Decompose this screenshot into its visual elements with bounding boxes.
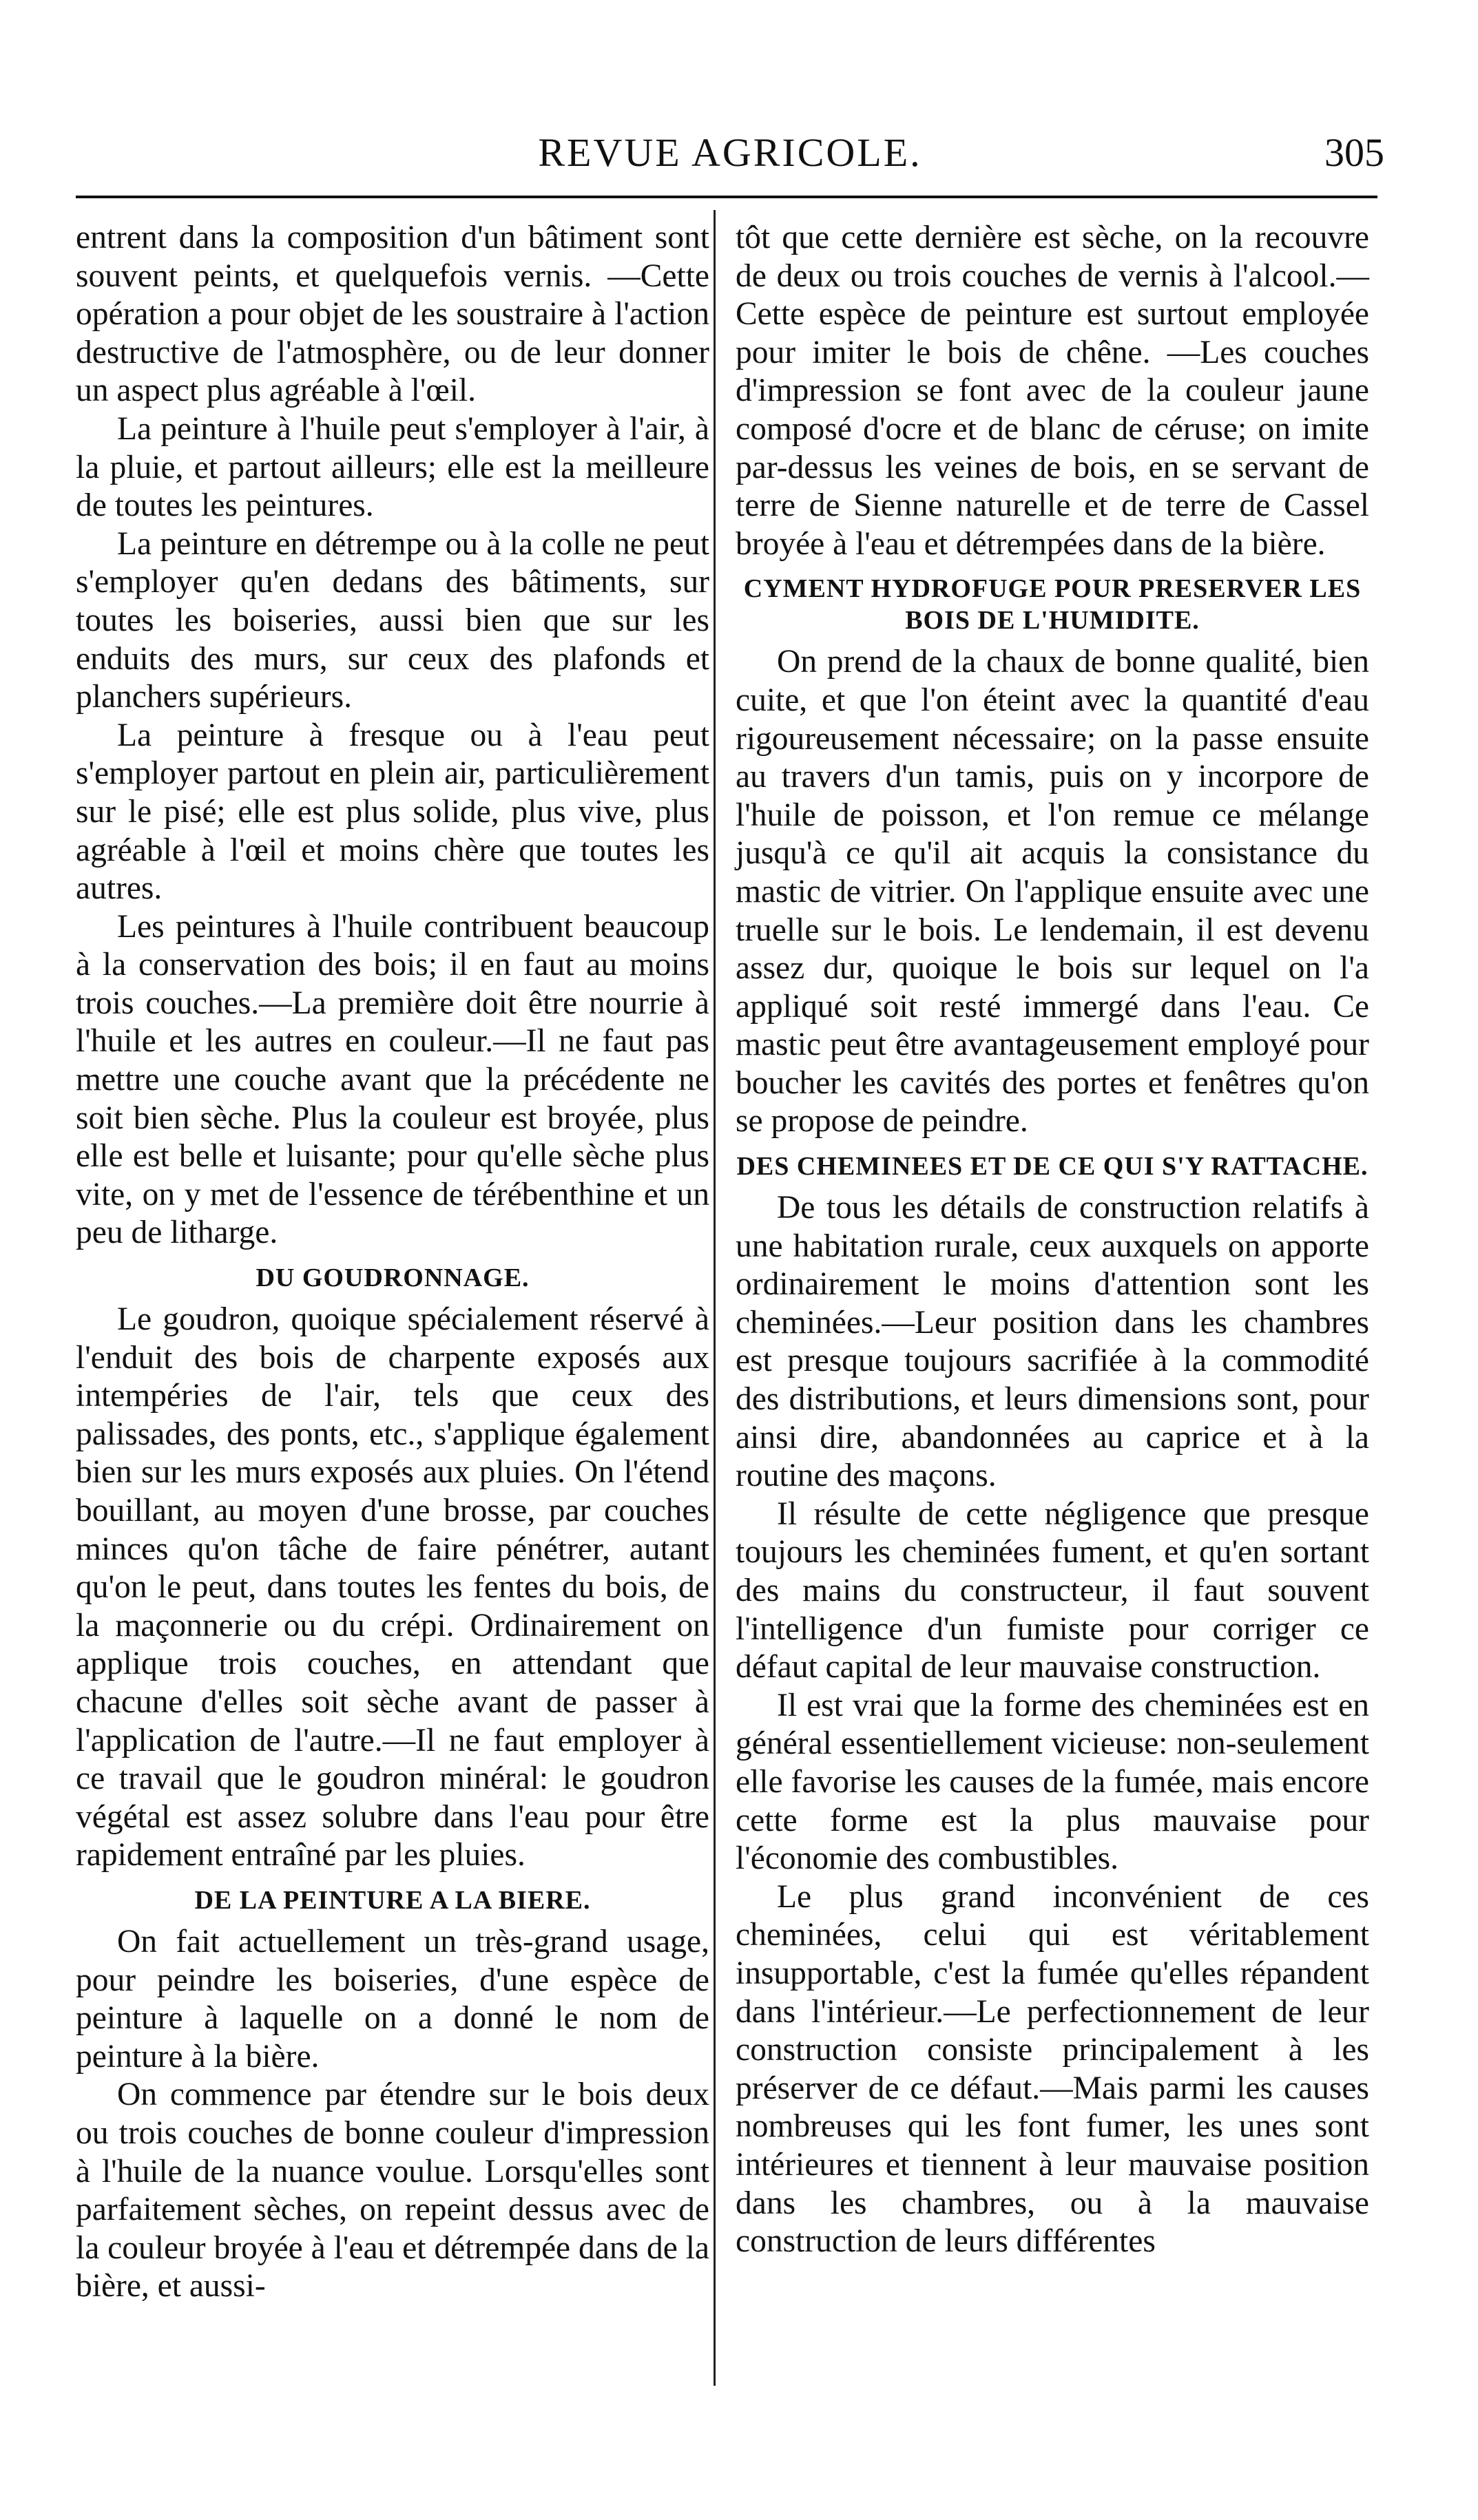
paragraph: Les peintures à l'huile contribuent beaucoup à la conservation des bois; il en faut au moins trois couches.—La première doit être nourrie à l'huile et les autres en couleur.—Il ne faut pas mettre une couche avant que la précédente ne soit bien sèche. Plus la couleur est broyée, plus elle est belle et luisante; pour qu'elle sèche plus vite, on y met de l'essence de térébenthine et un peu de litharge. (76, 908, 709, 1251)
section-heading: DU GOUDRONNAGE. (256, 1263, 530, 1293)
section-heading: CYMENT HYDROFUGE POUR PRESERVER LES BOIS DE L'HUMIDITE. (743, 574, 1362, 636)
page-header (76, 129, 1384, 185)
page-number: 305 (1324, 130, 1384, 175)
paragraph: De tous les détails de construction relatifs à une habitation rurale, ceux auxquels on apporte ordinairement le moins d'attention sont les cheminées.—Leur position dans les chambres est presque toujours sacrifiée à la commodité des distributions, et leurs dimensions sont, pour ainsi dire, abandonnées au caprice et à la routine des maçons. (736, 1190, 1369, 1494)
paragraph: entrent dans la composition d'un bâtiment sont souvent peints, et quelquefois vernis. —Cette opération a pour objet de les soustraire à l'action destructive de l'atmosphère, ou de leur donner un aspect plus agréable à l'œil. (76, 220, 709, 409)
column-divider (714, 210, 716, 2386)
header-rule (76, 196, 1377, 198)
paragraph: La peinture à fresque ou à l'eau peut s'employer partout en plein air, particulièrement sur le pisé; elle est plus solide, plus vive, plus agréable à l'œil et moins chère que toutes les autres. (76, 717, 709, 907)
right-column (736, 219, 1369, 2261)
running-title: REVUE AGRICOLE. (538, 130, 922, 175)
paragraph: La peinture en détrempe ou à la colle ne peut s'employer qu'en dedans des bâtiments, sur toutes les boiseries, aussi bien que sur les enduits des murs, sur ceux des plafonds et planchers supérieurs. (76, 525, 709, 715)
paragraph: On fait actuellement un très-grand usage, pour peindre les boiseries, d'une espèce de peinture à laquelle on a donné le nom de peinture à la bière. (76, 1923, 709, 2075)
paragraph: Il est vrai que la forme des cheminées est en général essentiellement vicieuse: non-seulement elle favorise les causes de la fumée, mais encore cette forme est la plus mauvaise pour l'économie des combustibles. (736, 1687, 1369, 1877)
paragraph: Le plus grand inconvénient de ces cheminées, celui qui est véritablement insupportable, c'est la fumée qu'elles répandent dans l'intérieur.—Le perfectionnement de leur construction consiste principalement à les préserver de ce défaut.—Mais parmi les causes nombreuses qui les font fumer, les unes sont intérieures et tiennent à leur mauvaise position dans les chambres, ou à la mauvaise construction de leurs différentes (736, 1878, 1369, 2260)
section-heading: DES CHEMINEES ET DE CE QUI S'Y RATTACHE. (736, 1152, 1368, 1182)
paragraph: On commence par étendre sur le bois deux ou trois couches de bonne couleur d'impression à l'huile de la nuance voulue. Lorsqu'elles sont parfaitement sèches, on repeint dessus avec de la couleur broyée à l'eau et détrempée dans de la bière, et aussi- (76, 2077, 709, 2304)
paragraph: Le goudron, quoique spécialement réservé à l'enduit des bois de charpente exposés aux intempéries de l'air, tels que ceux des palissades, des ponts, etc., s'applique également bien sur les murs exposés aux pluies. On l'étend bouillant, au moyen d'une brosse, par couches minces qu'on tâche de faire pénétrer, autant qu'on le peut, dans toutes les fentes du bois, de la maçonnerie ou du crépi. Ordinairement on applique trois couches, en attendant que chacune d'elles soit sèche avant de passer à l'application de l'autre.—Il ne faut employer à ce travail que le goudron minéral: le goudron végétal est assez solubre dans l'eau pour être rapidement entraîné par les pluies. (76, 1301, 709, 1873)
paragraph: tôt que cette dernière est sèche, on la recouvre de deux ou trois couches de vernis à l'alcool.—Cette espèce de peinture est surtout employée pour imiter le bois de chêne. —Les couches d'impression se font avec de la couleur jaune composé d'ocre et de blanc de céruse; on imite par-dessus les veines de bois, en se servant de terre de Sienne naturelle et de terre de Cassel broyée à l'eau et détrempées dans de la bière. (736, 220, 1369, 562)
left-column (76, 219, 709, 2306)
section-heading: DE LA PEINTURE A LA BIERE. (194, 1885, 591, 1915)
paragraph: La peinture à l'huile peut s'employer à l'air, à la pluie, et partout ailleurs; elle est la meilleure de toutes les peintures. (76, 410, 709, 524)
paragraph: Il résulte de cette négligence que presque toujours les cheminées fument, et qu'en sortant des mains du constructeur, il faut souvent l'intelligence d'un fumiste pour corriger ce défaut capital de leur mauvaise construction. (736, 1495, 1369, 1686)
paragraph: On prend de la chaux de bonne qualité, bien cuite, et que l'on éteint avec la quantité d'eau rigoureusement nécessaire; on la passe ensuite au travers d'un tamis, puis on y incorpore de l'huile de poisson, et l'on remue ce mélange jusqu'à ce qu'il ait acquis la consistance du mastic de vitrier. On l'applique ensuite avec une truelle sur le bois. Le lendemain, il est devenu assez dur, quoique le bois sur lequel on l'a appliqué soit resté immergé dans l'eau. Ce mastic peut être avantageusement employé pour boucher les cavités des portes et fenêtres qu'on se propose de peindre. (736, 644, 1369, 1140)
